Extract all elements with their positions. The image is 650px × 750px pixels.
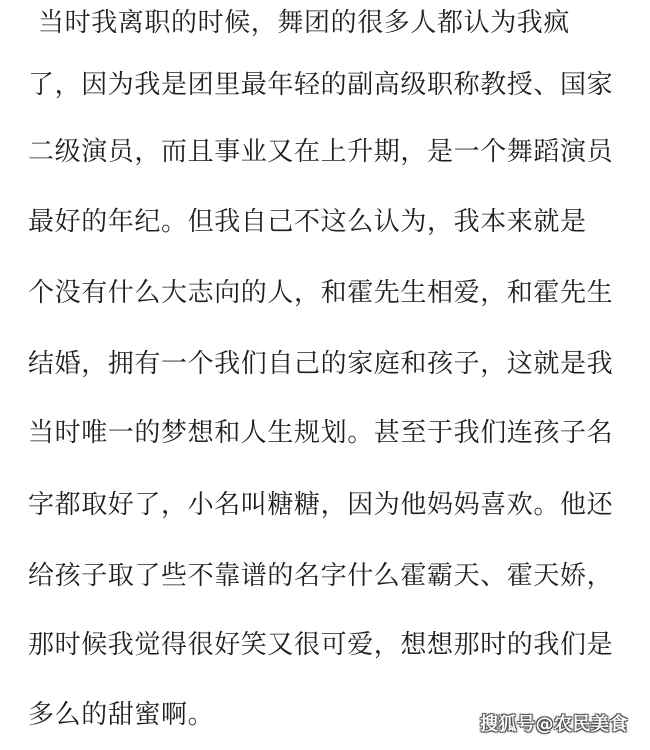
watermark: 搜狐号@农民美食 [480, 714, 628, 735]
text-line-7: 当时唯一的梦想和人生规划。甚至于我们连孩子名 [28, 418, 614, 448]
text-line-9: 给孩子取了些不靠谱的名字什么霍霸天、霍天娇， [28, 561, 614, 591]
text-line-8: 字都取好了，小名叫糖糖，因为他妈妈喜欢。他还 [28, 490, 614, 520]
text-line-5: 个没有什么大志向的人，和霍先生相爱，和霍先生 [28, 278, 614, 308]
text-line-11: 多么的甜蜜啊。 [28, 700, 215, 730]
text-line-2: 了，因为我是团里最年轻的副高级职称教授、国家 [28, 70, 614, 100]
text-line-4: 最好的年纪。但我自己不这么认为，我本来就是 [28, 207, 587, 237]
text-line-1: 当时我离职的时候，舞团的很多人都认为我疯 [38, 8, 571, 38]
text-line-3: 二级演员，而且事业又在上升期，是一个舞蹈演员 [28, 137, 614, 167]
text-line-10: 那时候我觉得很好笑又很可爱，想想那时的我们是 [28, 630, 614, 660]
text-line-6: 结婚，拥有一个我们自己的家庭和孩子，这就是我 [28, 349, 614, 379]
